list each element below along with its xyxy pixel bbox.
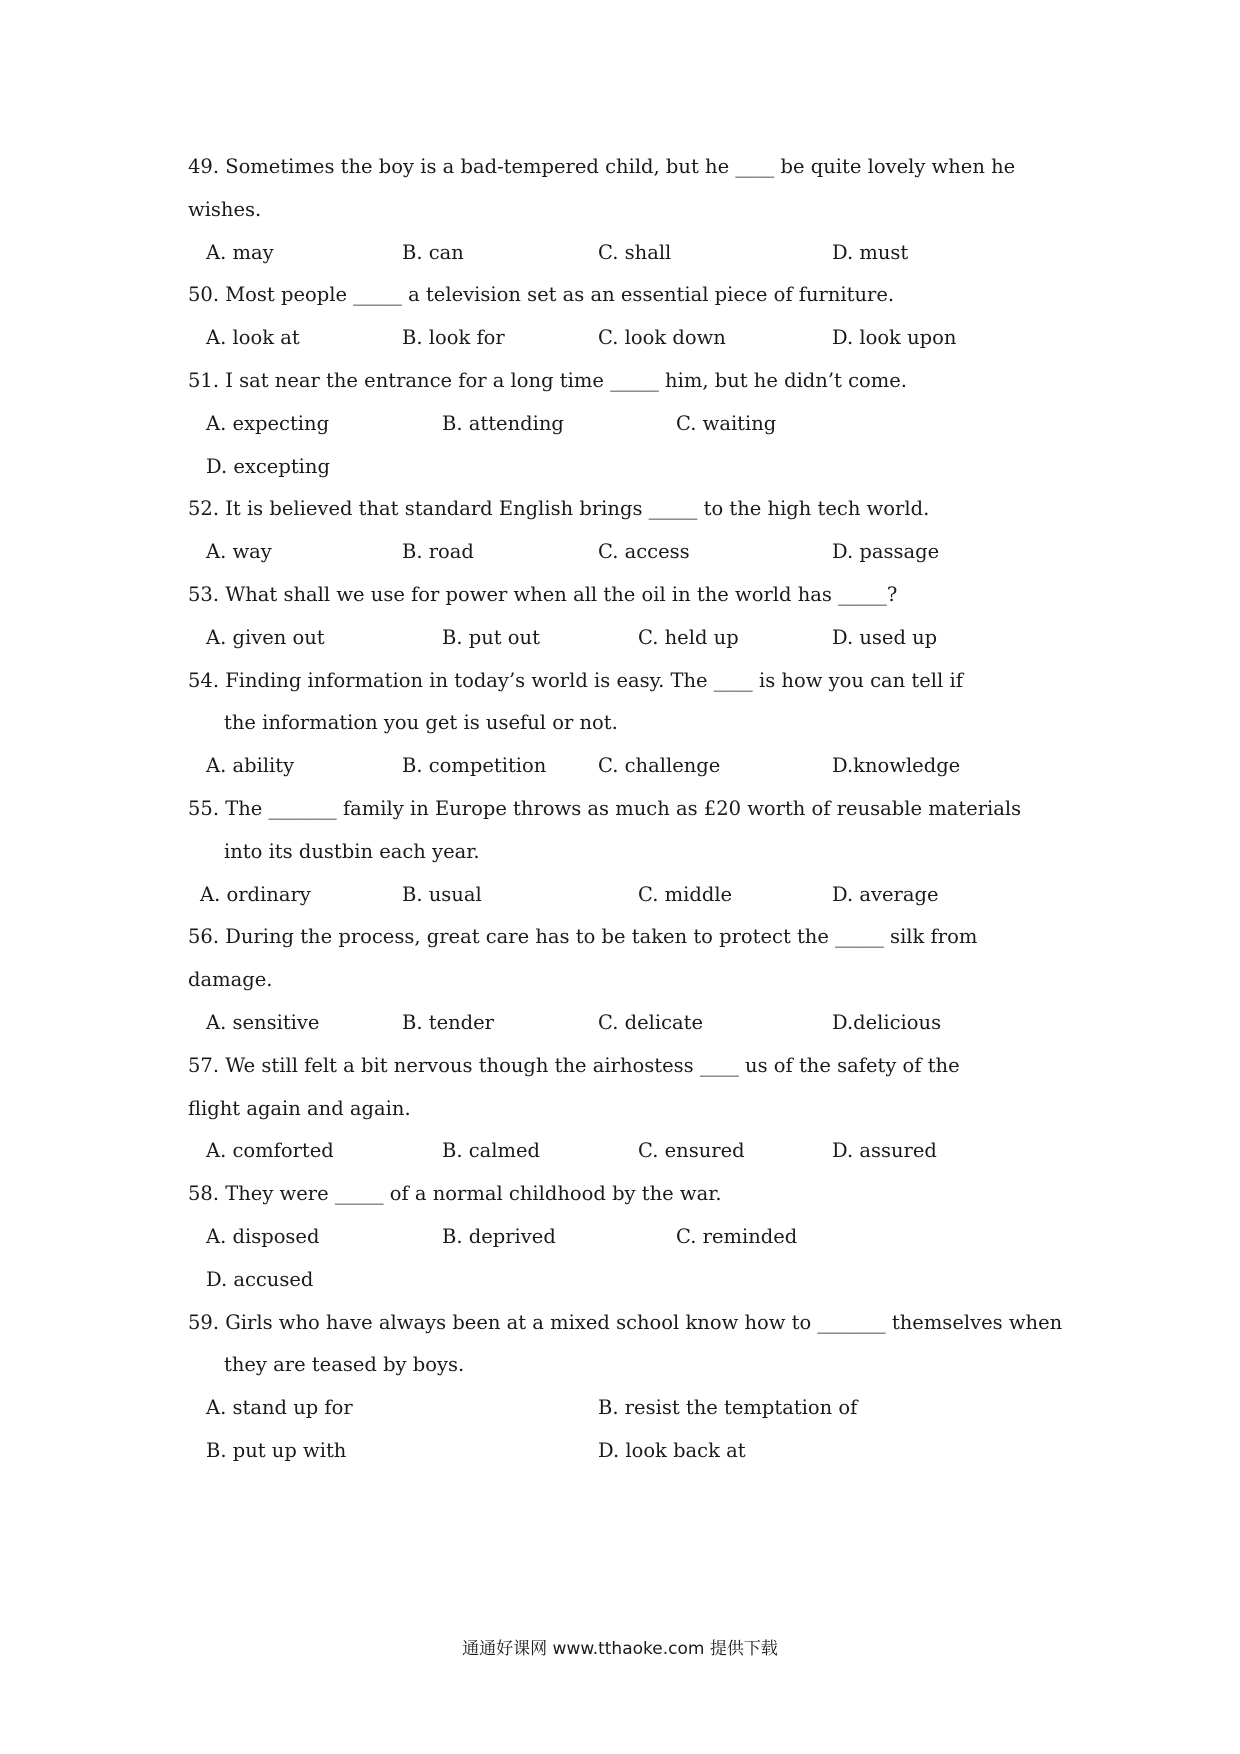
- question-stem: 55. The _______ family in Europe throws as much as £20 worth of reusable materials: [188, 796, 1022, 820]
- answer-option[interactable]: B. road: [402, 540, 474, 564]
- question-stem-continued: wishes.: [188, 197, 262, 221]
- option-row: [188, 531, 1060, 574]
- answer-option[interactable]: C. ensured: [638, 1139, 745, 1163]
- answer-option[interactable]: A. ordinary: [200, 882, 311, 906]
- answer-option[interactable]: D. excepting: [206, 454, 330, 478]
- question-stem: 54. Finding information in today’s world is easy. The ____ is how you can tell if: [188, 668, 963, 692]
- answer-option[interactable]: D. passage: [832, 540, 940, 564]
- option-row: [188, 1216, 1060, 1259]
- question-item: [188, 1302, 1063, 1473]
- question-item: [188, 146, 1060, 274]
- answer-option[interactable]: A. stand up for: [206, 1396, 353, 1420]
- answer-option[interactable]: A. look at: [206, 326, 300, 350]
- answer-option[interactable]: D.delicious: [832, 1010, 942, 1034]
- answer-option[interactable]: A. comforted: [206, 1139, 334, 1163]
- question-item: [188, 574, 1060, 660]
- option-row: [188, 232, 1060, 275]
- option-row: [188, 403, 1060, 446]
- page-footer: 通通好课网 www.tthaoke.com 提供下载: [462, 1639, 778, 1659]
- answer-option[interactable]: C. challenge: [598, 754, 721, 778]
- answer-option[interactable]: B. put out: [442, 625, 540, 649]
- answer-option[interactable]: B. competition: [402, 754, 547, 778]
- option-row: [188, 1259, 1060, 1302]
- answer-option[interactable]: D. look back at: [598, 1438, 746, 1462]
- question-item: [188, 360, 1060, 488]
- option-row: [188, 446, 1060, 489]
- answer-option[interactable]: B. put up with: [206, 1438, 347, 1462]
- question-item: [188, 916, 1060, 1044]
- question-stem: 57. We still felt a bit nervous though the airhostess ____ us of the safety of the: [188, 1053, 960, 1077]
- answer-option[interactable]: B. tender: [402, 1010, 495, 1034]
- answer-option[interactable]: B. look for: [402, 326, 505, 350]
- answer-option[interactable]: A. disposed: [206, 1224, 320, 1248]
- answer-option[interactable]: D. accused: [206, 1267, 314, 1291]
- answer-option[interactable]: A. sensitive: [206, 1010, 320, 1034]
- answer-option[interactable]: C. held up: [638, 625, 739, 649]
- answer-option[interactable]: D. must: [832, 240, 909, 264]
- answer-option[interactable]: A. given out: [206, 625, 325, 649]
- option-row: [188, 745, 1060, 788]
- question-stem: 50. Most people _____ a television set as an essential piece of furniture.: [188, 283, 895, 307]
- answer-option[interactable]: C. look down: [598, 326, 726, 350]
- question-item: [188, 488, 1060, 574]
- option-row: [188, 1387, 1060, 1430]
- answer-option[interactable]: D. look upon: [832, 326, 957, 350]
- option-row: [188, 1430, 1060, 1473]
- answer-option[interactable]: D. assured: [832, 1139, 937, 1163]
- answer-option[interactable]: A. ability: [206, 754, 295, 778]
- question-list: [188, 146, 1063, 1473]
- answer-option[interactable]: C. middle: [638, 882, 733, 906]
- question-stem: 53. What shall we use for power when all the oil in the world has _____?: [188, 582, 898, 606]
- answer-option[interactable]: D. used up: [832, 625, 938, 649]
- answer-option[interactable]: D. average: [832, 882, 939, 906]
- question-stem-continued: into its dustbin each year.: [224, 839, 480, 863]
- question-stem-continued: they are teased by boys.: [224, 1353, 465, 1377]
- answer-option[interactable]: B. calmed: [442, 1139, 541, 1163]
- answer-option[interactable]: C. access: [598, 540, 690, 564]
- question-item: [188, 1173, 1060, 1301]
- question-stem: 56. During the process, great care has to be taken to protect the _____ silk from: [188, 925, 978, 949]
- answer-option[interactable]: A. way: [206, 540, 272, 564]
- option-row: [188, 1002, 1060, 1045]
- question-stem: 51. I sat near the entrance for a long time _____ him, but he didn’t come.: [188, 368, 907, 392]
- answer-option[interactable]: C. delicate: [598, 1010, 704, 1034]
- option-row: [188, 617, 1060, 660]
- question-item: [188, 274, 1060, 360]
- answer-option[interactable]: B. usual: [402, 882, 482, 906]
- answer-option[interactable]: C. shall: [598, 240, 672, 264]
- question-stem: 59. Girls who have always been at a mixed school know how to _______ themselves when: [188, 1310, 1063, 1334]
- answer-option[interactable]: B. deprived: [442, 1224, 556, 1248]
- question-item: [188, 1045, 1060, 1173]
- question-stem-continued: the information you get is useful or not.: [224, 711, 618, 735]
- option-row: [188, 874, 1060, 917]
- option-row: [188, 1130, 1060, 1173]
- answer-option[interactable]: C. reminded: [676, 1224, 798, 1248]
- question-stem: 49. Sometimes the boy is a bad-tempered child, but he ____ be quite lovely when he: [188, 155, 1016, 178]
- question-stem: 52. It is believed that standard English brings _____ to the high tech world.: [188, 497, 930, 521]
- question-item: [188, 660, 1060, 788]
- answer-option[interactable]: B. attending: [442, 411, 564, 435]
- question-item: [188, 788, 1060, 916]
- answer-option[interactable]: A. expecting: [206, 411, 330, 435]
- answer-option[interactable]: A. may: [206, 240, 274, 264]
- question-stem: 58. They were _____ of a normal childhood by the war.: [188, 1182, 722, 1206]
- question-stem-continued: damage.: [188, 968, 273, 992]
- question-stem-continued: flight again and again.: [188, 1096, 411, 1120]
- answer-option[interactable]: B. resist the temptation of: [598, 1396, 858, 1420]
- answer-option[interactable]: C. waiting: [676, 411, 777, 435]
- option-row: [188, 317, 1060, 360]
- answer-option[interactable]: D.knowledge: [832, 754, 961, 778]
- answer-option[interactable]: B. can: [402, 240, 464, 264]
